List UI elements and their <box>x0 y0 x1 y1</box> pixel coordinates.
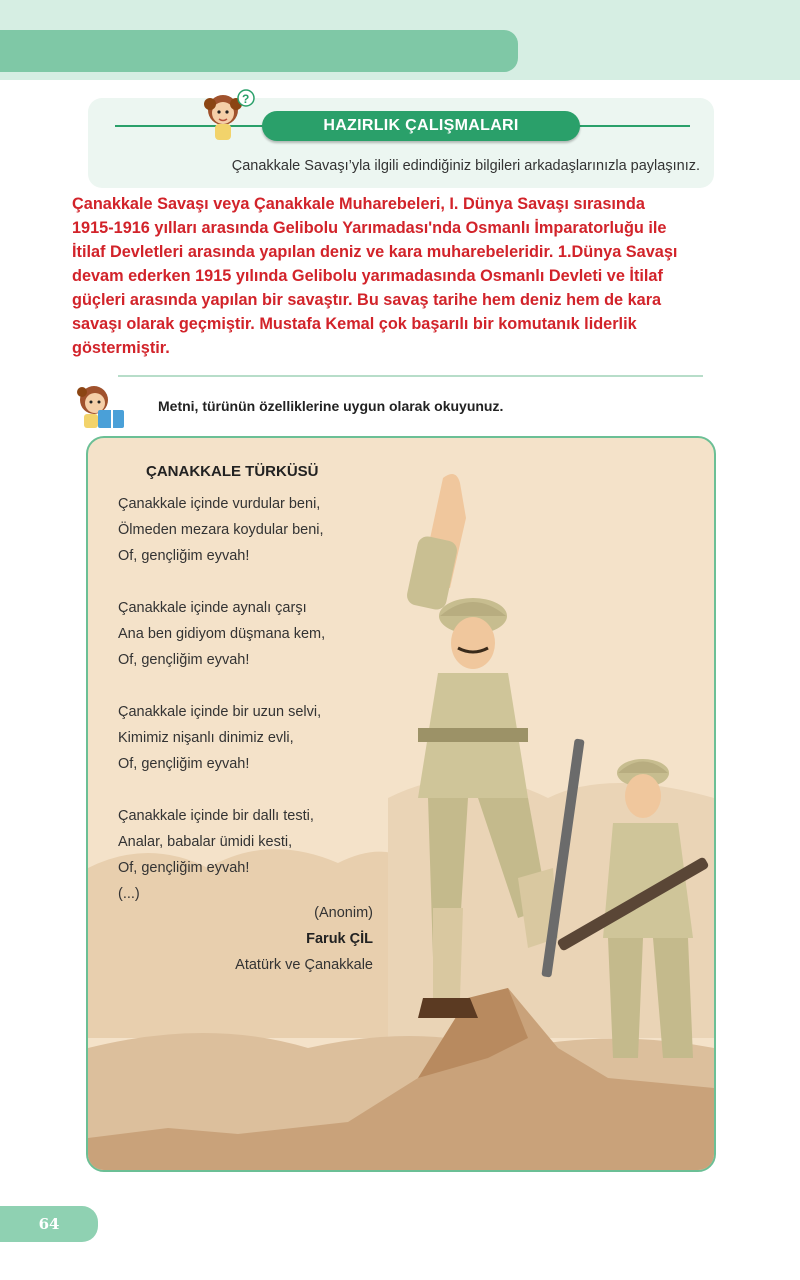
svg-text:?: ? <box>242 92 250 106</box>
poem-line: Of, gençliğim eyvah! <box>118 652 250 668</box>
poem-book: Atatürk ve Çanakkale <box>235 957 373 973</box>
answer-paragraph <box>72 192 762 360</box>
stanza-gap <box>118 673 378 699</box>
answer-line: 1915-1916 yılları arasında Gelibolu Yarımadası'nda Osmanlı İmparatorluğu ile <box>72 219 667 237</box>
poem-line: Çanakkale içinde bir uzun selvi, <box>118 704 322 720</box>
poem-line: Ana ben gidiyom düşmana kem, <box>118 626 326 642</box>
page-number: 64 <box>38 1215 60 1233</box>
poem-line: Of, gençliğim eyvah! <box>118 756 250 772</box>
poem-line: Of, gençliğim eyvah! <box>118 860 250 876</box>
poem-line: Of, gençliğim eyvah! <box>118 548 250 564</box>
poem-line: Çanakkale içinde aynalı çarşı <box>118 600 307 616</box>
answer-line: göstermiştir. <box>72 339 170 357</box>
poem-line: Çanakkale içinde bir dallı testi, <box>118 808 314 824</box>
preparation-instruction: Çanakkale Savaşı’yla ilgili edindiğiniz bilgileri arkadaşlarınızla paylaşınız. <box>231 158 700 174</box>
stanza-gap <box>118 569 378 595</box>
section-divider <box>118 375 703 377</box>
poem-line: Analar, babalar ümidi kesti, <box>118 834 293 850</box>
thinking-girl-icon <box>195 88 259 144</box>
poem-line: Kimimiz nişanlı dinimiz evli, <box>118 730 294 746</box>
answer-line: Çanakkale Savaşı veya Çanakkale Muharebeleri, I. Dünya Savaşı sırasında <box>72 195 645 213</box>
reading-instruction: Metni, türünün özelliklerine uygun olarak okuyunuz. <box>158 398 504 414</box>
poem-author: Faruk ÇİL <box>306 931 373 947</box>
poem-line: (...) <box>118 886 140 902</box>
poem-line: Ölmeden mezara koydular beni, <box>118 522 324 538</box>
poem-title: ÇANAKKALE TÜRKÜSÜ <box>146 463 319 480</box>
answer-line: savaşı olarak geçmiştir. Mustafa Kemal çok başarılı bir komutanık liderlik <box>72 315 637 333</box>
poem-body <box>118 491 378 907</box>
answer-line: güçleri arasında yapılan bir savaştır. Bu savaş tarihe hem deniz hem de kara <box>72 291 662 309</box>
poem-line: Çanakkale içinde vurdular beni, <box>118 496 321 512</box>
answer-line: devam ederken 1915 yılında Gelibolu yarımadasında Osmanlı Devleti ve İtilaf <box>72 267 663 285</box>
reading-girl-icon <box>68 380 134 434</box>
answer-line: İtilaf Devletleri arasında yapılan deniz ve kara muharebeleridir. 1.Dünya Savaşı <box>72 243 678 261</box>
poem-attribution: (Anonim) <box>314 905 373 921</box>
header-tab <box>0 30 518 72</box>
stanza-gap <box>118 777 378 803</box>
section-title: HAZIRLIK ÇALIŞMALARI <box>323 117 519 134</box>
